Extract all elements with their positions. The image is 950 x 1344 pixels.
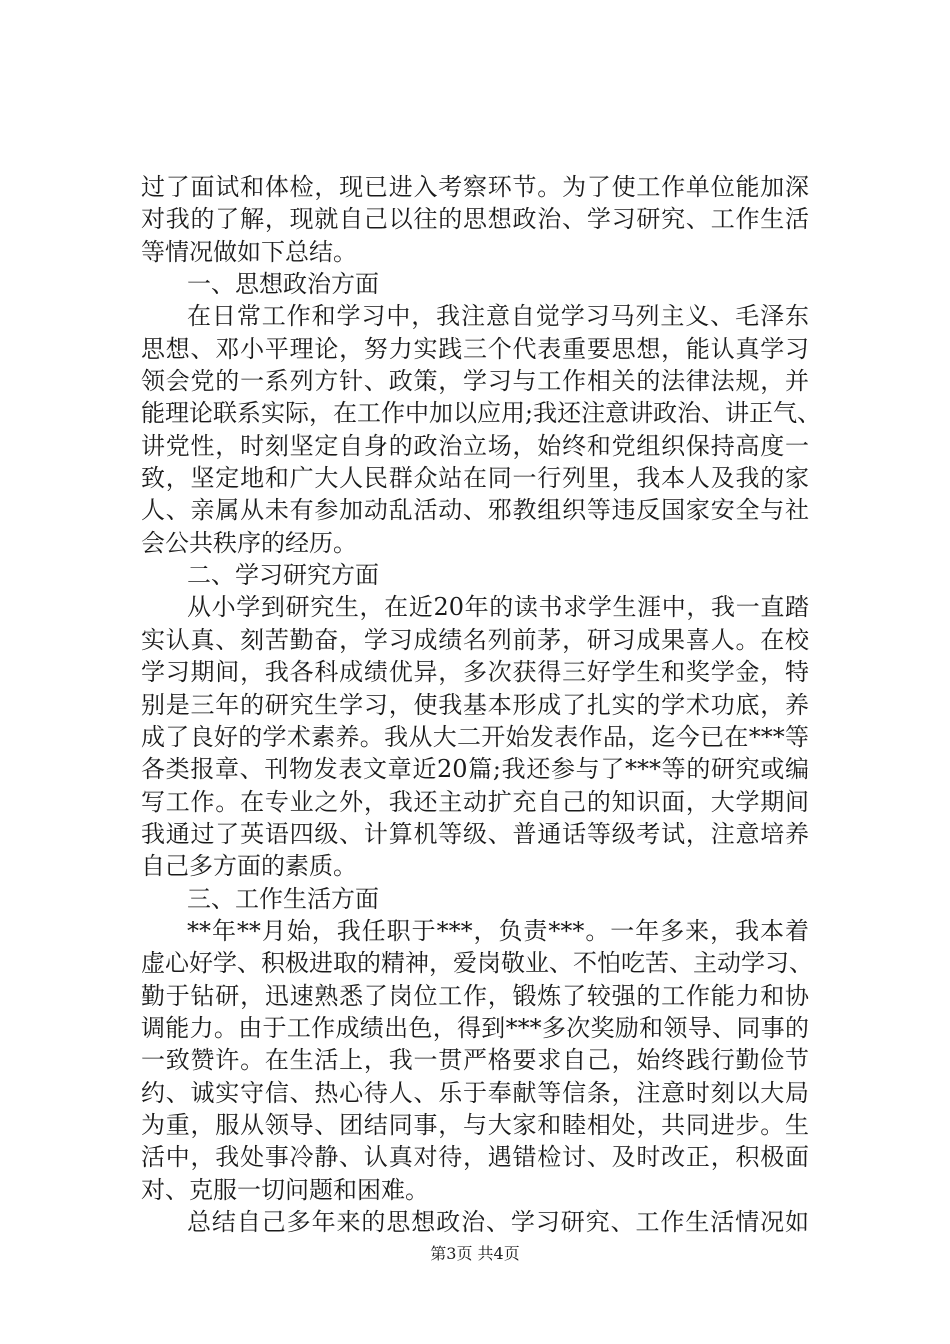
text-line: 一、思想政治方面 xyxy=(187,270,379,299)
text-line: **年**月始，我任职于***，负责***。一年多来，我本着 xyxy=(187,916,809,945)
text-line: 约、诚实守信、热心待人、乐于奉献等信条，注意时刻以大局 xyxy=(141,1078,809,1107)
text-line: 思想、邓小平理论，努力实践三个代表重要思想，能认真学习 xyxy=(141,334,809,363)
text-line: 别是三年的研究生学习，使我基本形成了扎实的学术功底，养 xyxy=(141,690,809,719)
text-line: 总结自己多年来的思想政治、学习研究、工作生活情况如 xyxy=(187,1208,809,1236)
text-line: 会公共秩序的经历。 xyxy=(141,528,357,557)
text-line: 对我的了解，现就自己以往的思想政治、学习研究、工作生活 xyxy=(141,205,809,234)
text-line: 学习期间，我各科成绩优异，多次获得三好学生和奖学金，特 xyxy=(141,658,809,687)
text-line: 在日常工作和学习中，我注意自觉学习马列主义、毛泽东 xyxy=(187,302,809,331)
text-line: 活中，我处事冷静、认真对待，遇错检讨、及时改正，积极面 xyxy=(141,1143,809,1172)
text-line: 领会党的一系列方针、政策，学习与工作相关的法律法规，并 xyxy=(141,367,809,396)
text-line: 调能力。由于工作成绩出色，得到***多次奖励和领导、同事的 xyxy=(141,1013,809,1042)
document-body xyxy=(141,171,822,1238)
text-line: 对、克服一切问题和困难。 xyxy=(141,1175,429,1204)
text-line: 二、学习研究方面 xyxy=(187,561,379,590)
text-line: 勤于钻研，迅速熟悉了岗位工作，锻炼了较强的工作能力和协 xyxy=(141,981,809,1010)
text-line: 讲党性，时刻坚定自身的政治立场，始终和党组织保持高度一 xyxy=(141,431,809,460)
text-line: 成了良好的学术素养。我从大二开始发表作品，迄今已在***等 xyxy=(141,722,809,751)
text-line: 等情况做如下总结。 xyxy=(141,237,357,266)
text-line: 虚心好学、积极进取的精神，爱岗敬业、不怕吃苦、主动学习、 xyxy=(141,949,813,978)
text-line: 为重，服从领导、团结同事，与大家和睦相处，共同进步。生 xyxy=(141,1110,809,1139)
text-line: 从小学到研究生，在近20年的读书求学生涯中，我一直踏 xyxy=(187,593,809,622)
text-line: 一致赞许。在生活上，我一贯严格要求自己，始终践行勤俭节 xyxy=(141,1046,809,1075)
text-line: 我通过了英语四级、计算机等级、普通话等级考试，注意培养 xyxy=(141,819,809,848)
text-line: 实认真、刻苦勤奋，学习成绩名列前茅，研习成果喜人。在校 xyxy=(141,625,809,654)
text-line: 人、亲属从未有参加动乱活动、邪教组织等违反国家安全与社 xyxy=(141,496,809,525)
text-line: 三、工作生活方面 xyxy=(187,884,379,913)
text-line: 自己多方面的素质。 xyxy=(141,852,357,881)
text-line: 致，坚定地和广大人民群众站在同一行列里，我本人及我的家 xyxy=(141,464,809,493)
text-line: 过了面试和体检，现已进入考察环节。为了使工作单位能加深 xyxy=(141,173,809,201)
text-line: 能理论联系实际，在工作中加以应用;我还注意讲政治、讲正气、 xyxy=(141,399,822,428)
text-line: 写工作。在专业之外，我还主动扩充自己的知识面，大学期间 xyxy=(141,787,809,816)
text-line: 各类报章、刊物发表文章近20篇;我还参与了***等的研究或编 xyxy=(141,755,809,784)
page-footer: 第3页 共4页 xyxy=(430,1244,520,1263)
